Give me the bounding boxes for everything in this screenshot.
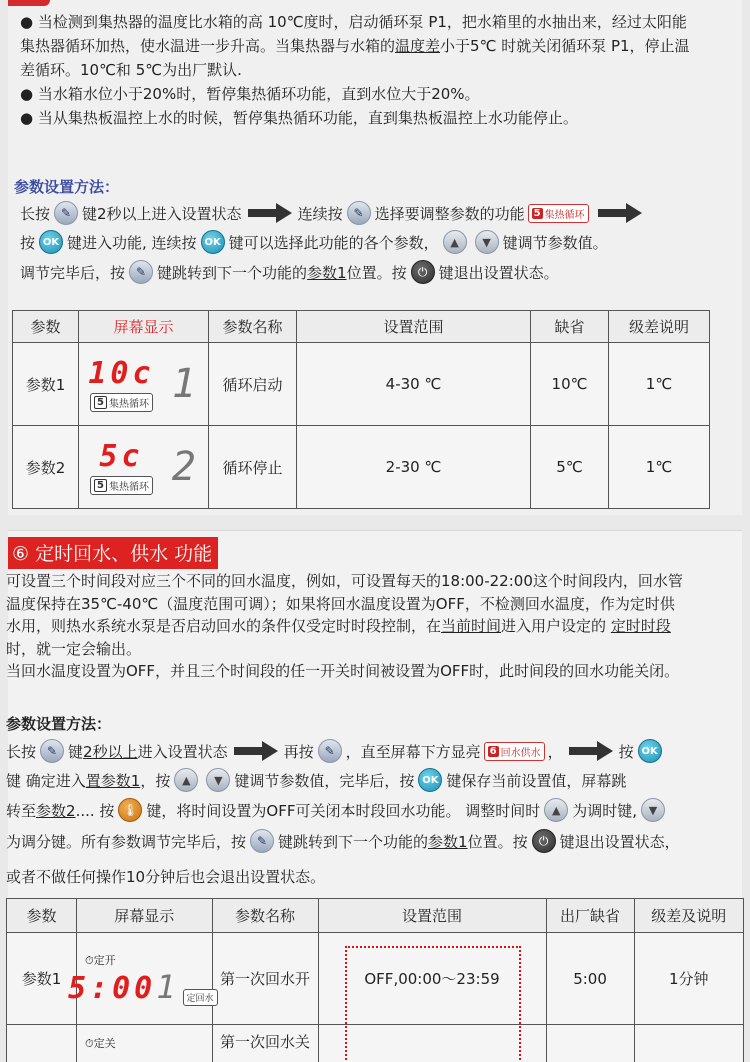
desc-line-3: 差循环。10℃和 5℃为出厂默认. [20, 61, 242, 79]
table-row: 参数1 10c 5 集热循环 1 循环启动 4-30 ℃ 10℃ 1℃ [13, 343, 710, 426]
step2-line-3: 转至 参数2 .... 按 🌡 键，将时间设置为OFF可关闭本时段回水功能。 调整时间时 ▲ 为调时键, ▼ [6, 796, 744, 824]
clock-icon: ⏱ [85, 1036, 94, 1050]
range-highlight-box [345, 946, 521, 1062]
right-arrow-icon [248, 206, 292, 220]
edit-pen-icon: ✎ [129, 260, 153, 284]
screen-display: 5c 5 集热循环 2 [79, 426, 209, 509]
col-header: 屏幕显示 [77, 899, 213, 933]
right-arrow-icon [598, 206, 642, 220]
edit-pen-icon: ✎ [40, 739, 64, 763]
up-arrow-icon: ▲ [443, 230, 467, 254]
edit-pen-icon: ✎ [54, 201, 78, 225]
col-header: 参数名称 [209, 311, 297, 343]
section-title: ⑥ 定时回水、供水 功能 [8, 537, 218, 569]
table-row: 参数1 ⏱定开 5:00 1 定回水 第一次回水开 OFF,00:00～23:59 5:00 1分钟 [7, 933, 744, 1025]
table-row: 参数2 5c 5 集热循环 2 循环停止 2-30 ℃ 5℃ 1℃ [13, 426, 710, 509]
table-row: ⏱定关 第一次回水关 [7, 1025, 744, 1062]
function-badge: 5 集热循环 [90, 476, 153, 495]
desc-line-4: ● 当水箱水位小于20%时，暂停集热循环功能，直到水位大于20%。 [20, 85, 480, 103]
col-header: 级差说明 [609, 311, 710, 343]
ok-icon: OK [418, 768, 442, 792]
section-tab-marker [8, 0, 50, 6]
panel-solar-circulation [8, 0, 742, 515]
power-icon: ⏻ [532, 829, 556, 853]
col-header: 参数 [7, 899, 77, 933]
up-arrow-icon: ▲ [174, 768, 198, 792]
col-header: 参数名称 [212, 899, 318, 933]
screen-display: 10c 5 集热循环 1 [79, 343, 209, 426]
col-header: 设置范围 [318, 899, 546, 933]
edit-pen-icon: ✎ [318, 739, 342, 763]
col-header: 参数 [13, 311, 79, 343]
ok-icon: OK [39, 230, 63, 254]
param-table-1 [12, 310, 710, 509]
description-block [20, 10, 732, 130]
right-arrow-icon [234, 744, 278, 758]
right-arrow-icon [569, 744, 613, 758]
screen-display: ⏱定关 [77, 1025, 213, 1062]
step-line-2: 按 OK 键进入功能, 连续按 OK 键可以选择此功能的各个参数， ▲ ▼ 键调节参数值。 [20, 228, 732, 256]
down-arrow-icon: ▼ [206, 768, 230, 792]
step2-line-2: 键 确定进入 置参数1 ，按 ▲ ▼ 键调节参数值，完毕后，按 OK 键保存当前设置值，屏幕跳 [6, 766, 744, 794]
edit-pen-icon: ✎ [250, 829, 274, 853]
desc-line-5: ● 当从集热板温控上水的时候，暂停集热循环功能，直到集热板温控上水功能停止。 [20, 109, 578, 127]
desc-line-2: 集热器循环加热，使水温进一步升高。当集热器与水箱的温度差小于5℃ 时就关闭循环泵 P1，停止温 [20, 37, 690, 55]
col-header: 屏幕显示 [79, 311, 209, 343]
ok-icon: OK [638, 739, 662, 763]
step-line-1: 长按 ✎ 键2秒以上进入设置状态 连续按 ✎ 选择要调整参数的功能 5 集热循环 [20, 199, 732, 227]
screen-display: ⏱定开 5:00 1 定回水 [77, 933, 213, 1025]
setup-title: 参数设置方法： [14, 178, 120, 196]
function-badge: 6 回水供水 [484, 742, 545, 761]
down-arrow-icon: ▼ [475, 230, 499, 254]
function-badge: 5 集热循环 [90, 393, 153, 412]
power-icon: ⏻ [411, 260, 435, 284]
setup-title-2: 参数设置方法： [6, 715, 112, 733]
up-arrow-icon: ▲ [544, 798, 568, 822]
col-header: 出厂缺省 [546, 899, 634, 933]
col-header: 缺省 [531, 311, 609, 343]
description-block-2: 可设置三个时间段对应三个不同的回水温度，例如，可设置每天的18:00-22:00这个时间段内，回水管 温度保持在35℃-40℃（温度范围可调）；如果将回水温度设置为OFF，不检测回水温度，作为定时供 水用，则热水系统水泵是否启动回水的条件仅受定时时段控制，在当前时间进入用户设定的 定时时段 时，就一定会输出。 当回水温度设置为OFF，并且三个时间段的任一开关时间被设置为OFF时，此时间段的回水功能关闭。 [6, 572, 683, 680]
step2-line-5: 或者不做任何操作10分钟后也会退出设置状态。 [6, 867, 326, 886]
col-header: 设置范围 [297, 311, 531, 343]
clock-icon: ⏱ [85, 953, 94, 967]
step2-line-4: 为调分键。所有参数调节完毕后，按 ✎ 键跳转到下一个功能的 参数1 位置。按 ⏻ 键退出设置状态， [6, 827, 744, 855]
col-header: 级差及说明 [634, 899, 743, 933]
function-badge: 5 集热循环 [528, 204, 589, 223]
step2-line-1: 长按 ✎ 键 2秒以上 进入设置状态 再按 ✎ ，直至屏幕下方显亮 6 回水供水 ， 按 OK [6, 737, 744, 765]
thermometer-icon: 🌡 [118, 798, 142, 822]
down-arrow-icon: ▼ [641, 798, 665, 822]
step-line-3: 调节完毕后，按 ✎ 键跳转到下一个功能的 参数1 位置。按 ⏻ 键退出设置状态。 [20, 258, 732, 286]
ok-icon: OK [201, 230, 225, 254]
edit-pen-icon: ✎ [347, 201, 371, 225]
desc-line-1: ● 当检测到集热器的温度比水箱的高 10℃度时，启动循环泵 P1，把水箱里的水抽出来，经过太阳能 [20, 13, 687, 31]
